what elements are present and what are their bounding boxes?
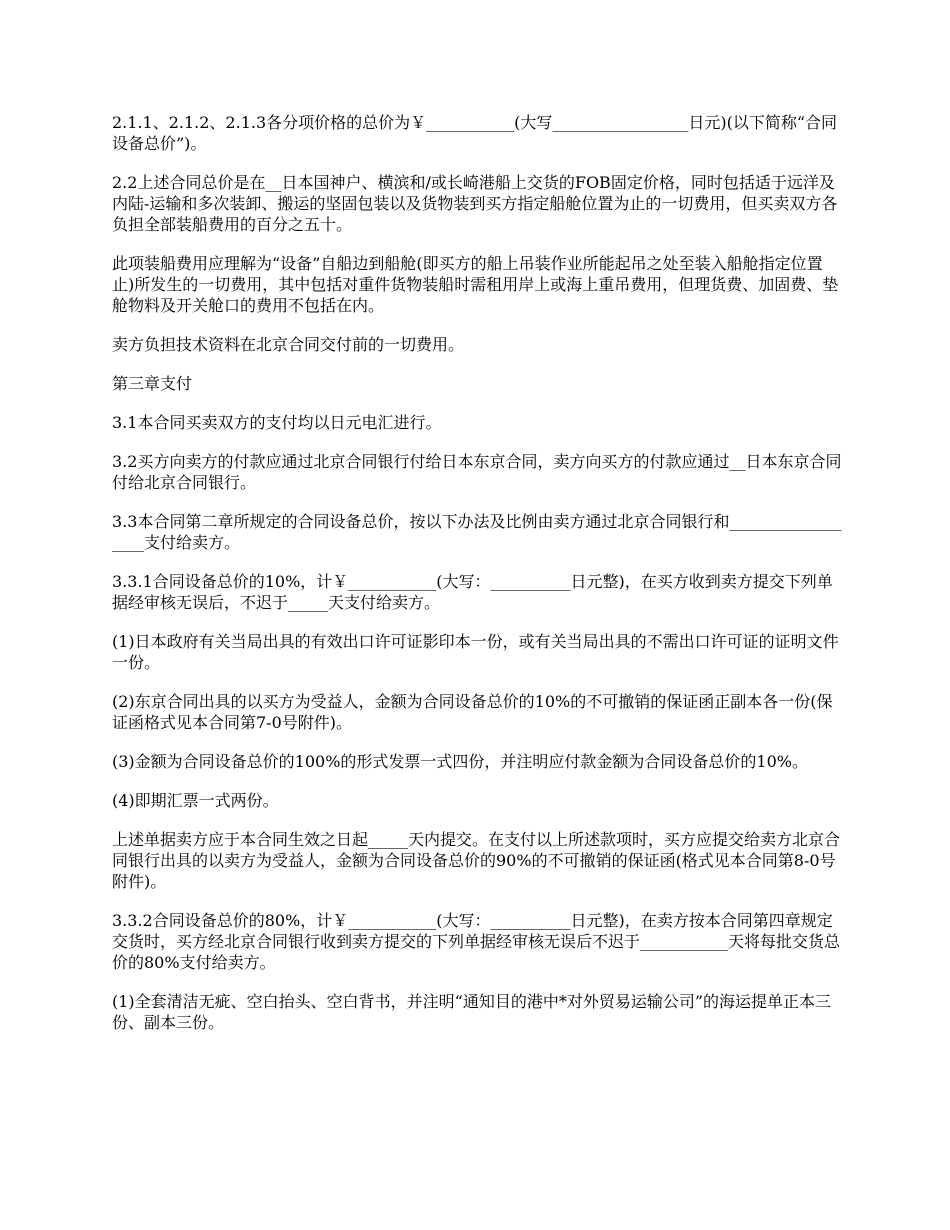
list-item-4-sight-draft: (4)即期汇票一式两份。 [112,791,279,810]
list-item-1-export-license: (1)日本政府有关当局出具的有效出口许可证影印本一份，或有关当局出具的不需出口许可证的证明文件一份。 [112,632,839,672]
paragraph-3-3-2: 3.3.2合同设备总价的80%，计￥___________(大写：__________日元整)，在卖方按本合同第四章规定交货时，买方经北京合同银行收到卖方提交的下列单据经审核无误后不迟于___________天将每批交货总价的80%支付给卖方。 [112,911,841,972]
paragraph-2-1-total-price: 2.1.1、2.1.2、2.1.3各分项价格的总价为￥___________(大写_________________日元)(以下简称“合同设备总价”)。 [112,113,838,153]
paragraph-3-3-1: 3.3.1合同设备总价的10%，计￥___________(大写：__________日元整)，在买方收到卖方提交下列单据经审核无误后，不迟于_____天支付给卖方。 [112,572,833,612]
list-item-3-proforma-invoice: (3)金额为合同设备总价的100%的形式发票一式四份，并注明应付款金额为合同设备总价的10%。 [112,752,808,771]
paragraph-technical-docs-fee: 卖方负担技术资料在北京合同交付前的一切费用。 [112,335,465,354]
chapter-3-heading: 第三章支付 [112,374,193,393]
paragraph-3-1: 3.1本合同买卖双方的支付均以日元电汇进行。 [112,413,442,432]
paragraph-2-2-fob-price: 2.2上述合同总价是在__日本国神户、横滨和/或长崎港船上交货的FOB固定价格，同时包括适于远洋及内陆-运输和多次装卸、搬运的坚固包装以及货物装到买方指定船舱位置为止的一切费用，但买卖双方各负担全部装船费用的百分之五十。 [112,173,838,234]
document-page [112,112,842,1051]
paragraph-loading-fee-definition: 此项装船费用应理解为“设备”自船边到船舱(即买方的船上吊装作业所能起吊之处至装入船舱指定位置止)所发生的一切费用，其中包括对重件货物装船时需租用岸上或海上重吊费用，但理货费、加固费、垫舱物料及开关舱口的费用不包括在内。 [112,254,839,315]
list-item-1-bill-of-lading: (1)全套清洁无疵、空白抬头、空白背书，并注明“通知目的港中*对外贸易运输公司”的海运提单正本三份、副本三份。 [112,992,832,1032]
paragraph-3-3: 3.3本合同第二章所规定的合同设备总价，按以下办法及比例由卖方通过北京合同银行和__________________支付给卖方。 [112,512,842,552]
list-item-2-guarantee-letter: (2)东京合同出具的以买方为受益人，金额为合同设备总价的10%的不可撤销的保证函正副本各一份(保证函格式见本合同第7-0号附件)。 [112,692,833,732]
paragraph-3-2: 3.2买方向卖方的付款应通过北京合同银行付给日本东京合同，卖方向买方的付款应通过__日本东京合同付给北京合同银行。 [112,452,842,492]
paragraph-documents-submission: 上述单据卖方应于本合同生效之日起_____天内提交。在支付以上所述款项时，买方应提交给卖方北京合同银行出具的以卖方为受益人，金额为合同设备总价的90%的不可撤销的保证函(格式见本合同第8-0号附件)。 [112,830,841,891]
